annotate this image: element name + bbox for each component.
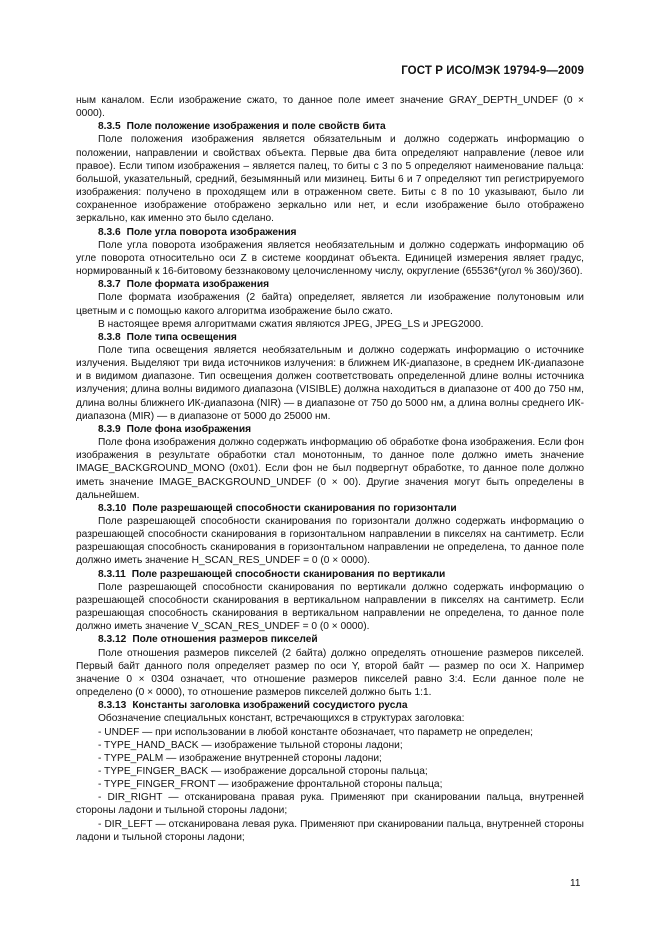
list-item: - UNDEF — при использовании в любой константе обозначает, что параметр не определен; bbox=[98, 726, 533, 738]
section-number: 8.3.5 bbox=[98, 121, 121, 133]
section-title: Константы заголовка изображений сосудистого русла bbox=[132, 700, 408, 712]
list-item: - TYPE_PALM — изображение внутренней стороны ладони; bbox=[98, 752, 382, 764]
paragraph: В настоящее время алгоритмами сжатия являются JPEG, JPEG_LS и JPEG2000. bbox=[98, 318, 484, 330]
list-item: - TYPE_HAND_BACK — изображение тыльной стороны ладони; bbox=[98, 739, 403, 751]
section-heading bbox=[76, 633, 584, 646]
paragraph: Поле разрешающей способности сканирования по горизонтали должно содержать информацию о разрешающей способности сканирования в горизонтальном направлении в пикселях на сантиметр. Если разрешающая способность сканирования в горизонтальном направлении не определена, то данное поле должно иметь значение H_SCAN_RES_UNDEF = 0 (0 × 0000). bbox=[76, 516, 584, 567]
section-heading bbox=[76, 699, 584, 712]
section-number: 8.3.10 bbox=[98, 502, 127, 514]
paragraph: Поле типа освещения является необязательным и должно содержать информацию о источнике излучения. Выделяют три вида источников излучения: в ближнем ИК-диапазоне, в среднем ИК-диапазоне и в видимом диапазоне. Тип освещения должен соответствовать определенной длине волны источника излучения; длина волны видимого диапазона (VISIBLE) должна находиться в диапазоне от 400 до 750 нм, длина волны ближнего ИК-диапазона (NIR) — в диапазоне от 750 до 5000 нм, а длина волны среднего ИК-диапазона (MIR) — в диапазоне от 5000 до 25000 нм. bbox=[76, 344, 584, 422]
section-number: 8.3.11 bbox=[98, 568, 126, 580]
list-item: - DIR_RIGHT — отсканирована правая рука. Применяют при сканировании пальца, внутренней стороны ладони и тыльной стороны ладони; bbox=[76, 792, 584, 817]
section-heading bbox=[76, 568, 584, 581]
list-item: - TYPE_FINGER_BACK — изображение дорсальной стороны пальца; bbox=[98, 765, 428, 777]
page-number: 11 bbox=[570, 878, 581, 889]
paragraph: ным каналом. Если изображение сжато, то данное поле имеет значение GRAY_DEPTH_UNDEF (0 × 0000). bbox=[76, 95, 584, 120]
section-number: 8.3.13 bbox=[98, 700, 127, 712]
section-number: 8.3.7 bbox=[98, 279, 121, 291]
paragraph: Поле фона изображения должно содержать информацию об обработке фона изображения. Если фон изображения в результате обработки стал монотонным, то данное поле должно иметь значение IMAGE_BACKGROUND_MONO (0x01). Если фон не был подвергнут обработке, то данное поле должно иметь значение IMAGE_BACKGROUND_UNDEF (0 × 00). Другие значения могут быть определены в дальнейшем. bbox=[76, 437, 584, 501]
section-heading bbox=[76, 120, 584, 133]
section-heading bbox=[76, 331, 584, 344]
section-title: Поле типа освещения bbox=[126, 331, 237, 343]
list-item: - TYPE_FINGER_FRONT — изображение фронтальной стороны пальца; bbox=[98, 779, 443, 791]
section-title: Поле фона изображения bbox=[126, 423, 252, 435]
section-title: Поле разрешающей способности сканирования по горизонтали bbox=[132, 502, 457, 514]
list-item: - DIR_LEFT — отсканирована левая рука. Применяют при сканировании пальца, внутренней стороны ладони и тыльной стороны ладони; bbox=[76, 818, 584, 843]
section-heading bbox=[76, 423, 584, 436]
section-title: Поле формата изображения bbox=[126, 279, 270, 291]
section-title: Поле отношения размеров пикселей bbox=[132, 634, 318, 646]
section-heading bbox=[76, 226, 584, 239]
paragraph: Обозначение специальных констант, встречающихся в структурах заголовка: bbox=[98, 713, 465, 725]
section-title: Поле разрешающей способности сканирования по вертикали bbox=[131, 568, 446, 580]
paragraph: Поле положения изображения является обязательным и должно содержать информацию о положении, направлении и свойствах объекта. Первые два бита определяют направление (левое или правое). Если типом изображения – является палец, то биты с 3 по 5 определяют наименование пальца: большой, указательный, средний, безымянный или мизинец. Биты 6 и 7 определяют тип регистрируемого изображения: получено в проходящем или в отраженном свете. Биты с 8 по 10 указывают, было ли сохраненное изображение отображено зеркально или нет, и если изображение было отображено зеркально, как именно это было сделано. bbox=[76, 134, 584, 225]
section-number: 8.3.9 bbox=[98, 423, 121, 435]
paragraph: Поле разрешающей способности сканирования по вертикали должно содержать информацию о разрешающей способности сканирования в вертикальном направлении в пикселях на сантиметр. Если разрешающая способность сканирования в вертикальном направлении не определена, то данное поле должно иметь значение V_SCAN_RES_UNDEF = 0 (0 × 0000). bbox=[76, 581, 584, 633]
paragraph: Поле формата изображения (2 байта) определяет, является ли изображение полутоновым или цветным и с помощью какого алгоритма изображение было сжато. bbox=[76, 292, 584, 317]
section-title: Поле положение изображения и поле свойств бита bbox=[126, 121, 386, 133]
section-heading bbox=[76, 502, 584, 515]
section-number: 8.3.6 bbox=[98, 226, 121, 238]
section-heading bbox=[76, 278, 584, 291]
section-number: 8.3.12 bbox=[98, 634, 127, 646]
document-body bbox=[76, 94, 584, 844]
section-title: Поле угла поворота изображения bbox=[126, 226, 297, 238]
paragraph: Поле угла поворота изображения является необязательным и должно содержать информацию об угле поворота относительно оси Z в системе координат объекта. Единицей измерения являет градус, нормированный к 16-битовому беззнаковому целочисленному числу, округление (65536*(угол % 360)/360). bbox=[76, 239, 584, 278]
paragraph: Поле отношения размеров пикселей (2 байта) должно определять отношение размеров пикселей. Первый байт данного поля определяет размер по оси Y, второй байт — размер по оси X. Например значение 0 × 0304 означает, что отношение размеров пикселей равно 3:4. Если данное поле не определено (0 × 0000), то отношение размеров пикселей должно быть 1:1. bbox=[76, 647, 584, 699]
section-number: 8.3.8 bbox=[98, 331, 121, 343]
document-header: ГОСТ Р ИСО/МЭК 19794-9—2009 bbox=[401, 65, 584, 77]
